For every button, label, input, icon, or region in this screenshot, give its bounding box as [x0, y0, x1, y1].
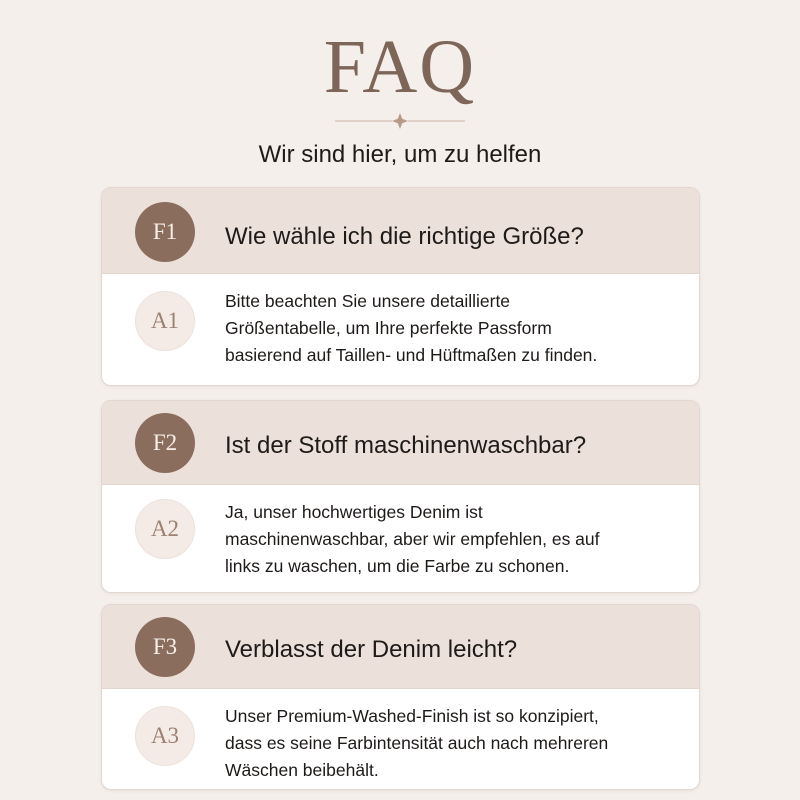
question-badge: F1 — [135, 202, 195, 262]
faq-question-row[interactable] — [102, 401, 699, 485]
faq-question-text: Ist der Stoff maschinenwaschbar? — [225, 432, 587, 459]
faq-answer-text — [225, 499, 685, 580]
faq-question-text: Verblasst der Denim leicht? — [225, 636, 518, 663]
answer-badge: A3 — [135, 706, 195, 766]
faq-question-row[interactable] — [102, 605, 699, 689]
faq-answer-row — [102, 485, 699, 592]
faq-card-2 — [101, 400, 700, 593]
faq-answer-text — [225, 288, 685, 369]
question-badge: F3 — [135, 617, 195, 677]
faq-answer-row — [102, 689, 699, 789]
faq-answer-row — [102, 274, 699, 385]
answer-line: maschinenwaschbar, aber wir empfehlen, es auf — [225, 529, 600, 549]
question-badge: F2 — [135, 413, 195, 473]
answer-line: Unser Premium-Washed-Finish ist so konzipiert, — [225, 706, 599, 726]
faq-card-3 — [101, 604, 700, 790]
answer-line: Ja, unser hochwertiges Denim ist — [225, 502, 483, 522]
faq-card-1 — [101, 187, 700, 386]
answer-badge: A2 — [135, 499, 195, 559]
sparkle-divider-icon — [335, 112, 465, 130]
answer-line: Größentabelle, um Ihre perfekte Passform — [225, 318, 552, 338]
faq-question-row[interactable] — [102, 188, 699, 274]
answer-line: dass es seine Farbintensität auch nach mehreren — [225, 733, 609, 753]
answer-line: Wäschen beibehält. — [225, 760, 379, 780]
answer-line: basierend auf Taillen- und Hüftmaßen zu finden. — [225, 345, 598, 365]
page-subtitle: Wir sind hier, um zu helfen — [258, 141, 542, 168]
answer-line: Bitte beachten Sie unsere detaillierte — [225, 291, 511, 311]
answer-badge: A1 — [135, 291, 195, 351]
page-title: FAQ — [323, 25, 477, 109]
faq-question-text: Wie wähle ich die richtige Größe? — [225, 223, 584, 250]
answer-line: links zu waschen, um die Farbe zu schonen. — [225, 556, 570, 576]
faq-answer-text — [225, 703, 685, 784]
